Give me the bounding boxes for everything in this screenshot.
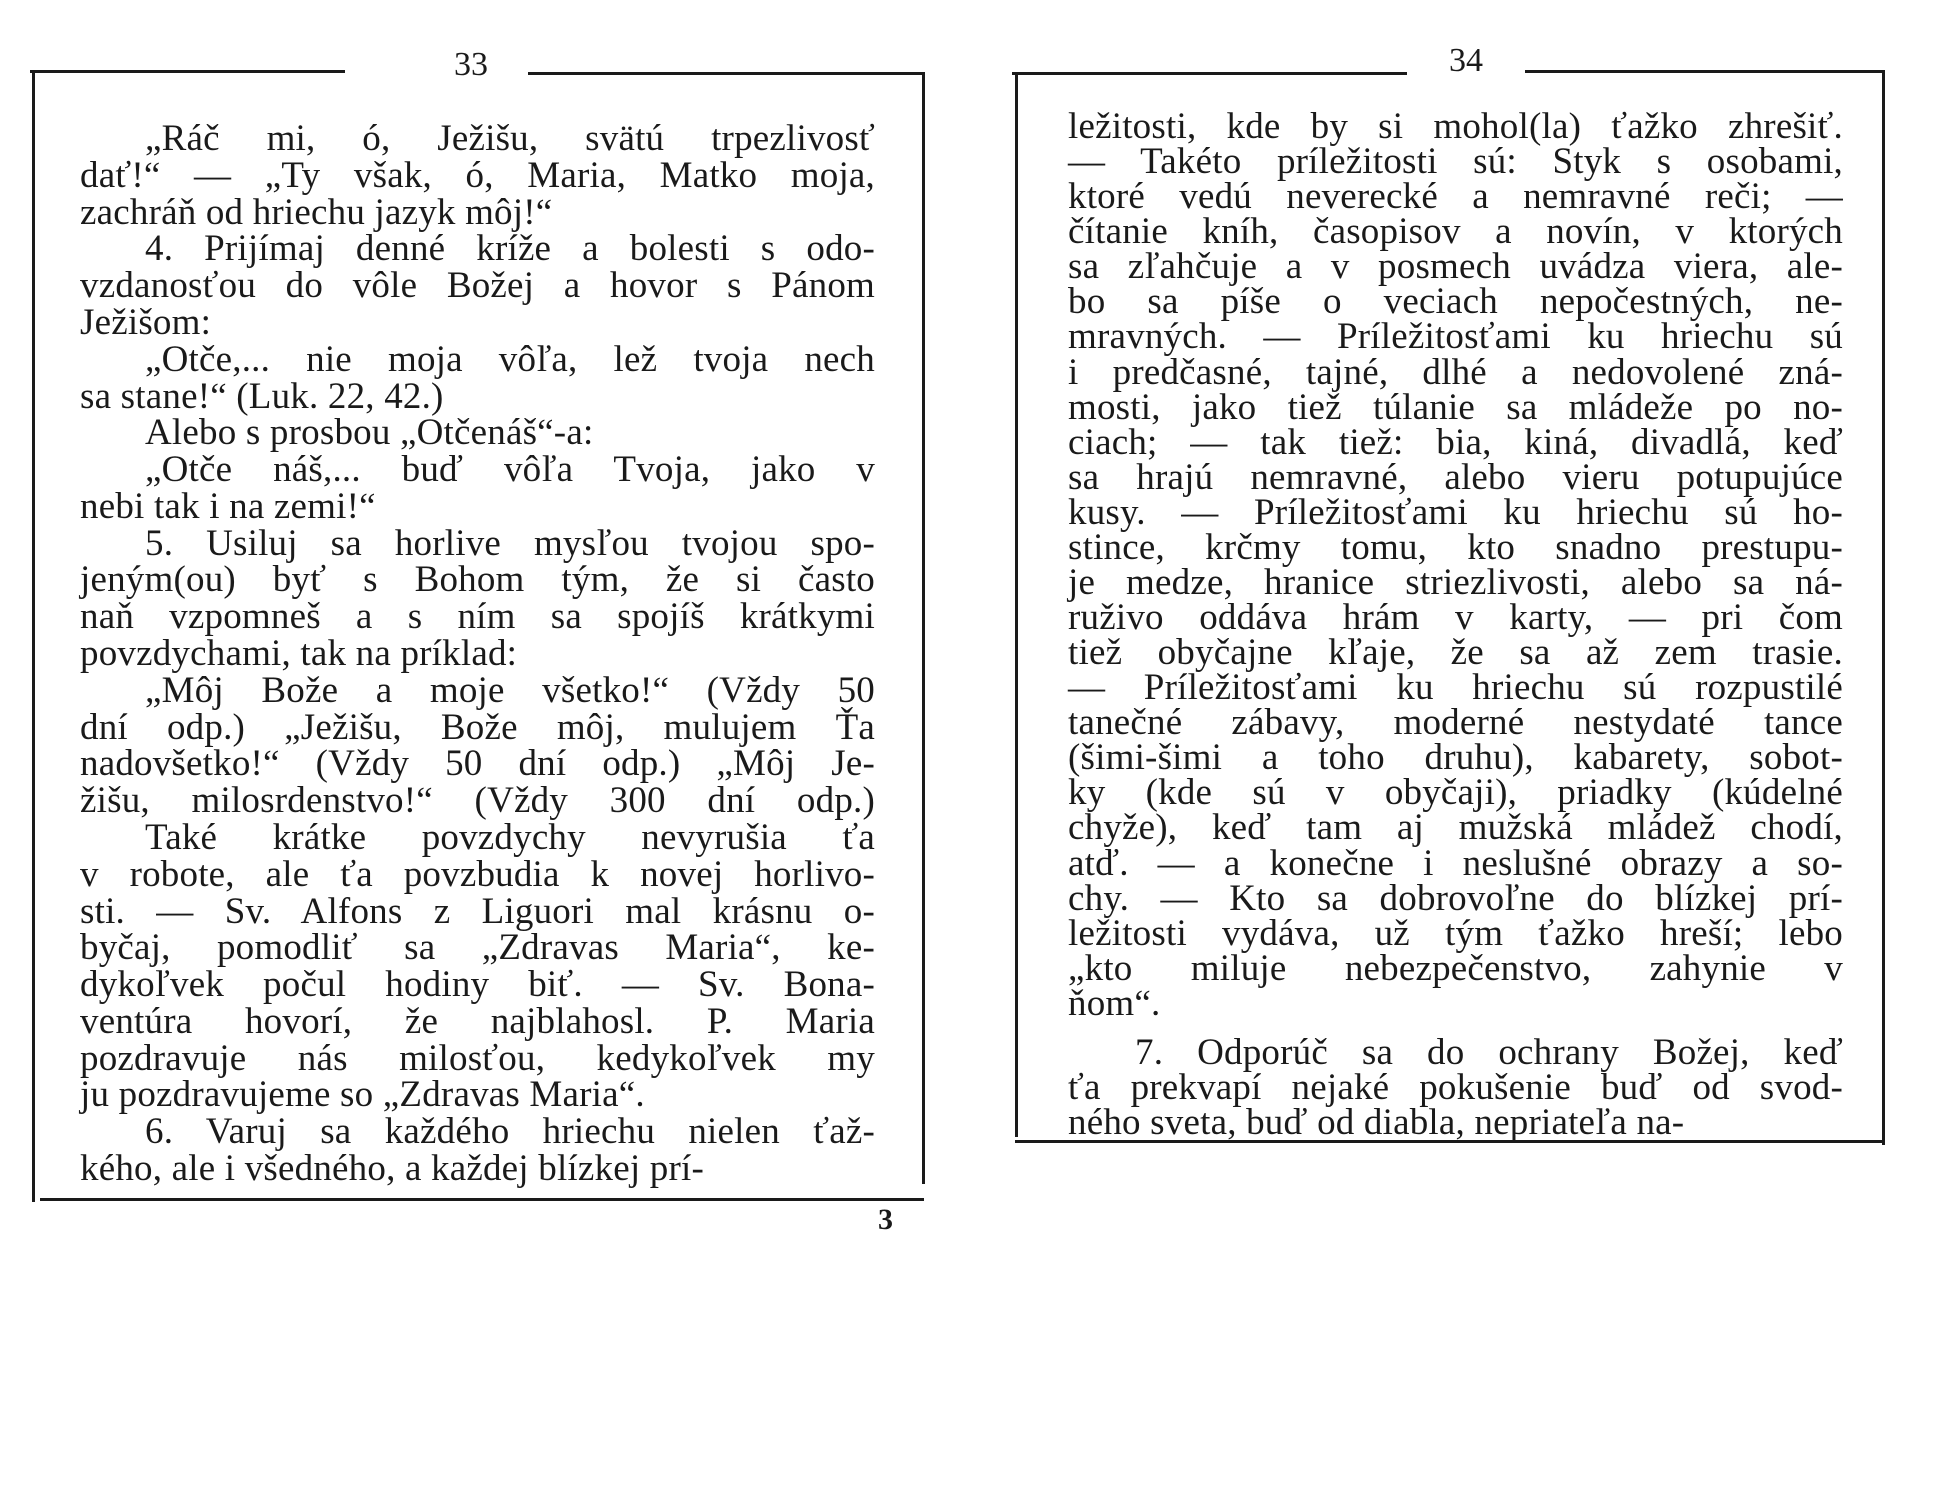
text-line: „kto miluje nebezpečenstvo, zahynie v (1068, 948, 1843, 989)
text-line: 7. Odporúč sa do ochrany Božej, keď (1135, 1032, 1843, 1073)
text-line: Ježišom: (80, 302, 212, 343)
text-line: ktoré vedú neverecké a nemravné reči; — (1068, 176, 1843, 217)
text-line: mravných. — Príležitosťami ku hriechu sú (1068, 316, 1843, 357)
text-line: kusy. — Príležitosťami ku hriechu sú ho- (1068, 492, 1843, 533)
text-line: tanečné zábavy, moderné nestydaté tance (1068, 702, 1843, 743)
right-frame-left-rule (1015, 72, 1018, 1137)
text-line: dať!“ — „Ty však, ó, Maria, Matko moja, (80, 155, 875, 196)
right-header-rule-right (1525, 70, 1885, 73)
text-line: ného sveta, buď od diabla, nepriateľa na- (1068, 1102, 1685, 1143)
text-line: jeným(ou) byť s Bohom tým, že si často (80, 559, 875, 600)
text-line: nadovšetko!“ (Vždy 50 dní odp.) „Môj Je- (80, 743, 875, 784)
right-header-rule-left (1012, 72, 1407, 75)
text-line: ruživo oddáva hrám v karty, — pri čom (1068, 597, 1843, 638)
text-line: sa hrajú nemravné, alebo vieru potupujúce (1068, 457, 1843, 498)
text-line: byčaj, pomodliť sa „Zdravas Maria“, ke- (80, 927, 875, 968)
text-line: nebi tak i na zemi!“ (80, 486, 376, 527)
text-line: sti. — Sv. Alfons z Liguori mal krásnu o- (80, 891, 875, 932)
text-line: pozdravuje nás milosťou, kedykoľvek my (80, 1038, 875, 1079)
text-line: 5. Usiluj sa horlive mysľou tvojou spo- (145, 523, 875, 564)
text-line: „Otče náš,... buď vôľa Tvoja, jako v (145, 449, 875, 490)
text-line: „Otče,... nie moja vôľa, lež tvoja nech (145, 339, 875, 380)
text-line: ciach; — tak tiež: bia, kiná, divadlá, keď (1068, 422, 1843, 463)
text-line: Alebo s prosbou „Otčenáš“-a: (145, 412, 594, 453)
text-line: chyže), keď tam aj mužská mládež chodí, (1068, 807, 1843, 848)
text-line: sa stane!“ (Luk. 22, 42.) (80, 376, 444, 417)
text-line: kého, ale i všedného, a každej blízkej prí- (80, 1148, 704, 1189)
left-header-rule-left (30, 70, 345, 73)
text-line: ťa prekvapí nejaké pokušenie buď od svod- (1068, 1067, 1843, 1108)
text-line: dykoľvek počul hodiny biť. — Sv. Bona- (80, 964, 875, 1005)
text-line: ležitosti vydáva, už tým ťažko hreší; lebo (1068, 913, 1843, 954)
text-line: ňom“. (1068, 983, 1161, 1024)
text-line: je medze, hranice striezlivosti, alebo sa ná- (1068, 562, 1843, 603)
text-line: tiež obyčajne kľaje, že sa až zem trasie. (1068, 632, 1843, 673)
left-frame-left-rule (32, 70, 35, 1202)
left-frame-right-rule (922, 72, 925, 1184)
text-line: — Príležitosťami ku hriechu sú rozpustilé (1068, 667, 1843, 708)
text-line: (šimi-šimi a toho druhu), kabarety, sobot- (1068, 737, 1843, 778)
text-line: čítanie kníh, časopisov a novín, v ktorých (1068, 211, 1843, 252)
text-line: dní odp.) „Ježišu, Bože môj, mulujem Ťa (80, 707, 875, 748)
right-page (970, 0, 1940, 1500)
text-line: sa zľahčuje a v posmech uvádza viera, ale- (1068, 246, 1843, 287)
text-line: vzdanosťou do vôle Božej a hovor s Pánom (80, 265, 875, 306)
text-line: stince, krčmy tomu, kto snadno prestupu- (1068, 527, 1843, 568)
text-line: ventúra hovorí, že najblahosl. P. Maria (80, 1001, 875, 1042)
text-line: „Ráč mi, ó, Ježišu, svätú trpezlivosť (145, 118, 875, 159)
text-line: — Takéto príležitosti sú: Styk s osobami, (1068, 141, 1843, 182)
right-page-number: 34 (1443, 44, 1489, 78)
text-line: chy. — Kto sa dobrovoľne do blízkej prí- (1068, 878, 1843, 919)
right-frame-right-rule (1882, 70, 1885, 1145)
text-line: i predčasné, tajné, dlhé a nedovolené zná- (1068, 352, 1843, 393)
text-line: v robote, ale ťa povzbudia k novej horlivo- (80, 854, 875, 895)
left-header-rule-right (528, 72, 923, 75)
text-line: 6. Varuj sa každého hriechu nielen ťaž- (145, 1111, 875, 1152)
text-line: „Môj Bože a moje všetko!“ (Vždy 50 (145, 670, 875, 711)
left-page-number: 33 (448, 48, 494, 82)
text-line: 4. Prijímaj denné kríže a bolesti s odo- (145, 228, 875, 269)
text-line: Také krátke povzdychy nevyrušia ťa (145, 817, 875, 858)
text-line: ju pozdravujeme so „Zdravas Maria“. (80, 1074, 645, 1115)
text-line: ležitosti, kde by si mohol(la) ťažko zhrešiť. (1068, 106, 1843, 147)
text-line: ky (kde sú v obyčaji), priadky (kúdelné (1068, 772, 1843, 813)
text-line: naň vzpomneš a s ním sa spojíš krátkymi (80, 596, 875, 637)
text-line: mosti, jako tiež túlanie sa mládeže po no- (1068, 387, 1843, 428)
text-line: povzdychami, tak na príklad: (80, 633, 518, 674)
text-line: atď. — a konečne i neslušné obrazy a so- (1068, 843, 1843, 884)
text-line: zachráň od hriechu jazyk môj!“ (80, 192, 553, 233)
text-line: bo sa píše o veciach nepočestných, ne- (1068, 281, 1843, 322)
text-line: žišu, milosrdenstvo!“ (Vždy 300 dní odp.) (80, 780, 875, 821)
signature-mark: 3 (878, 1203, 893, 1236)
left-frame-bottom-rule (40, 1198, 924, 1201)
